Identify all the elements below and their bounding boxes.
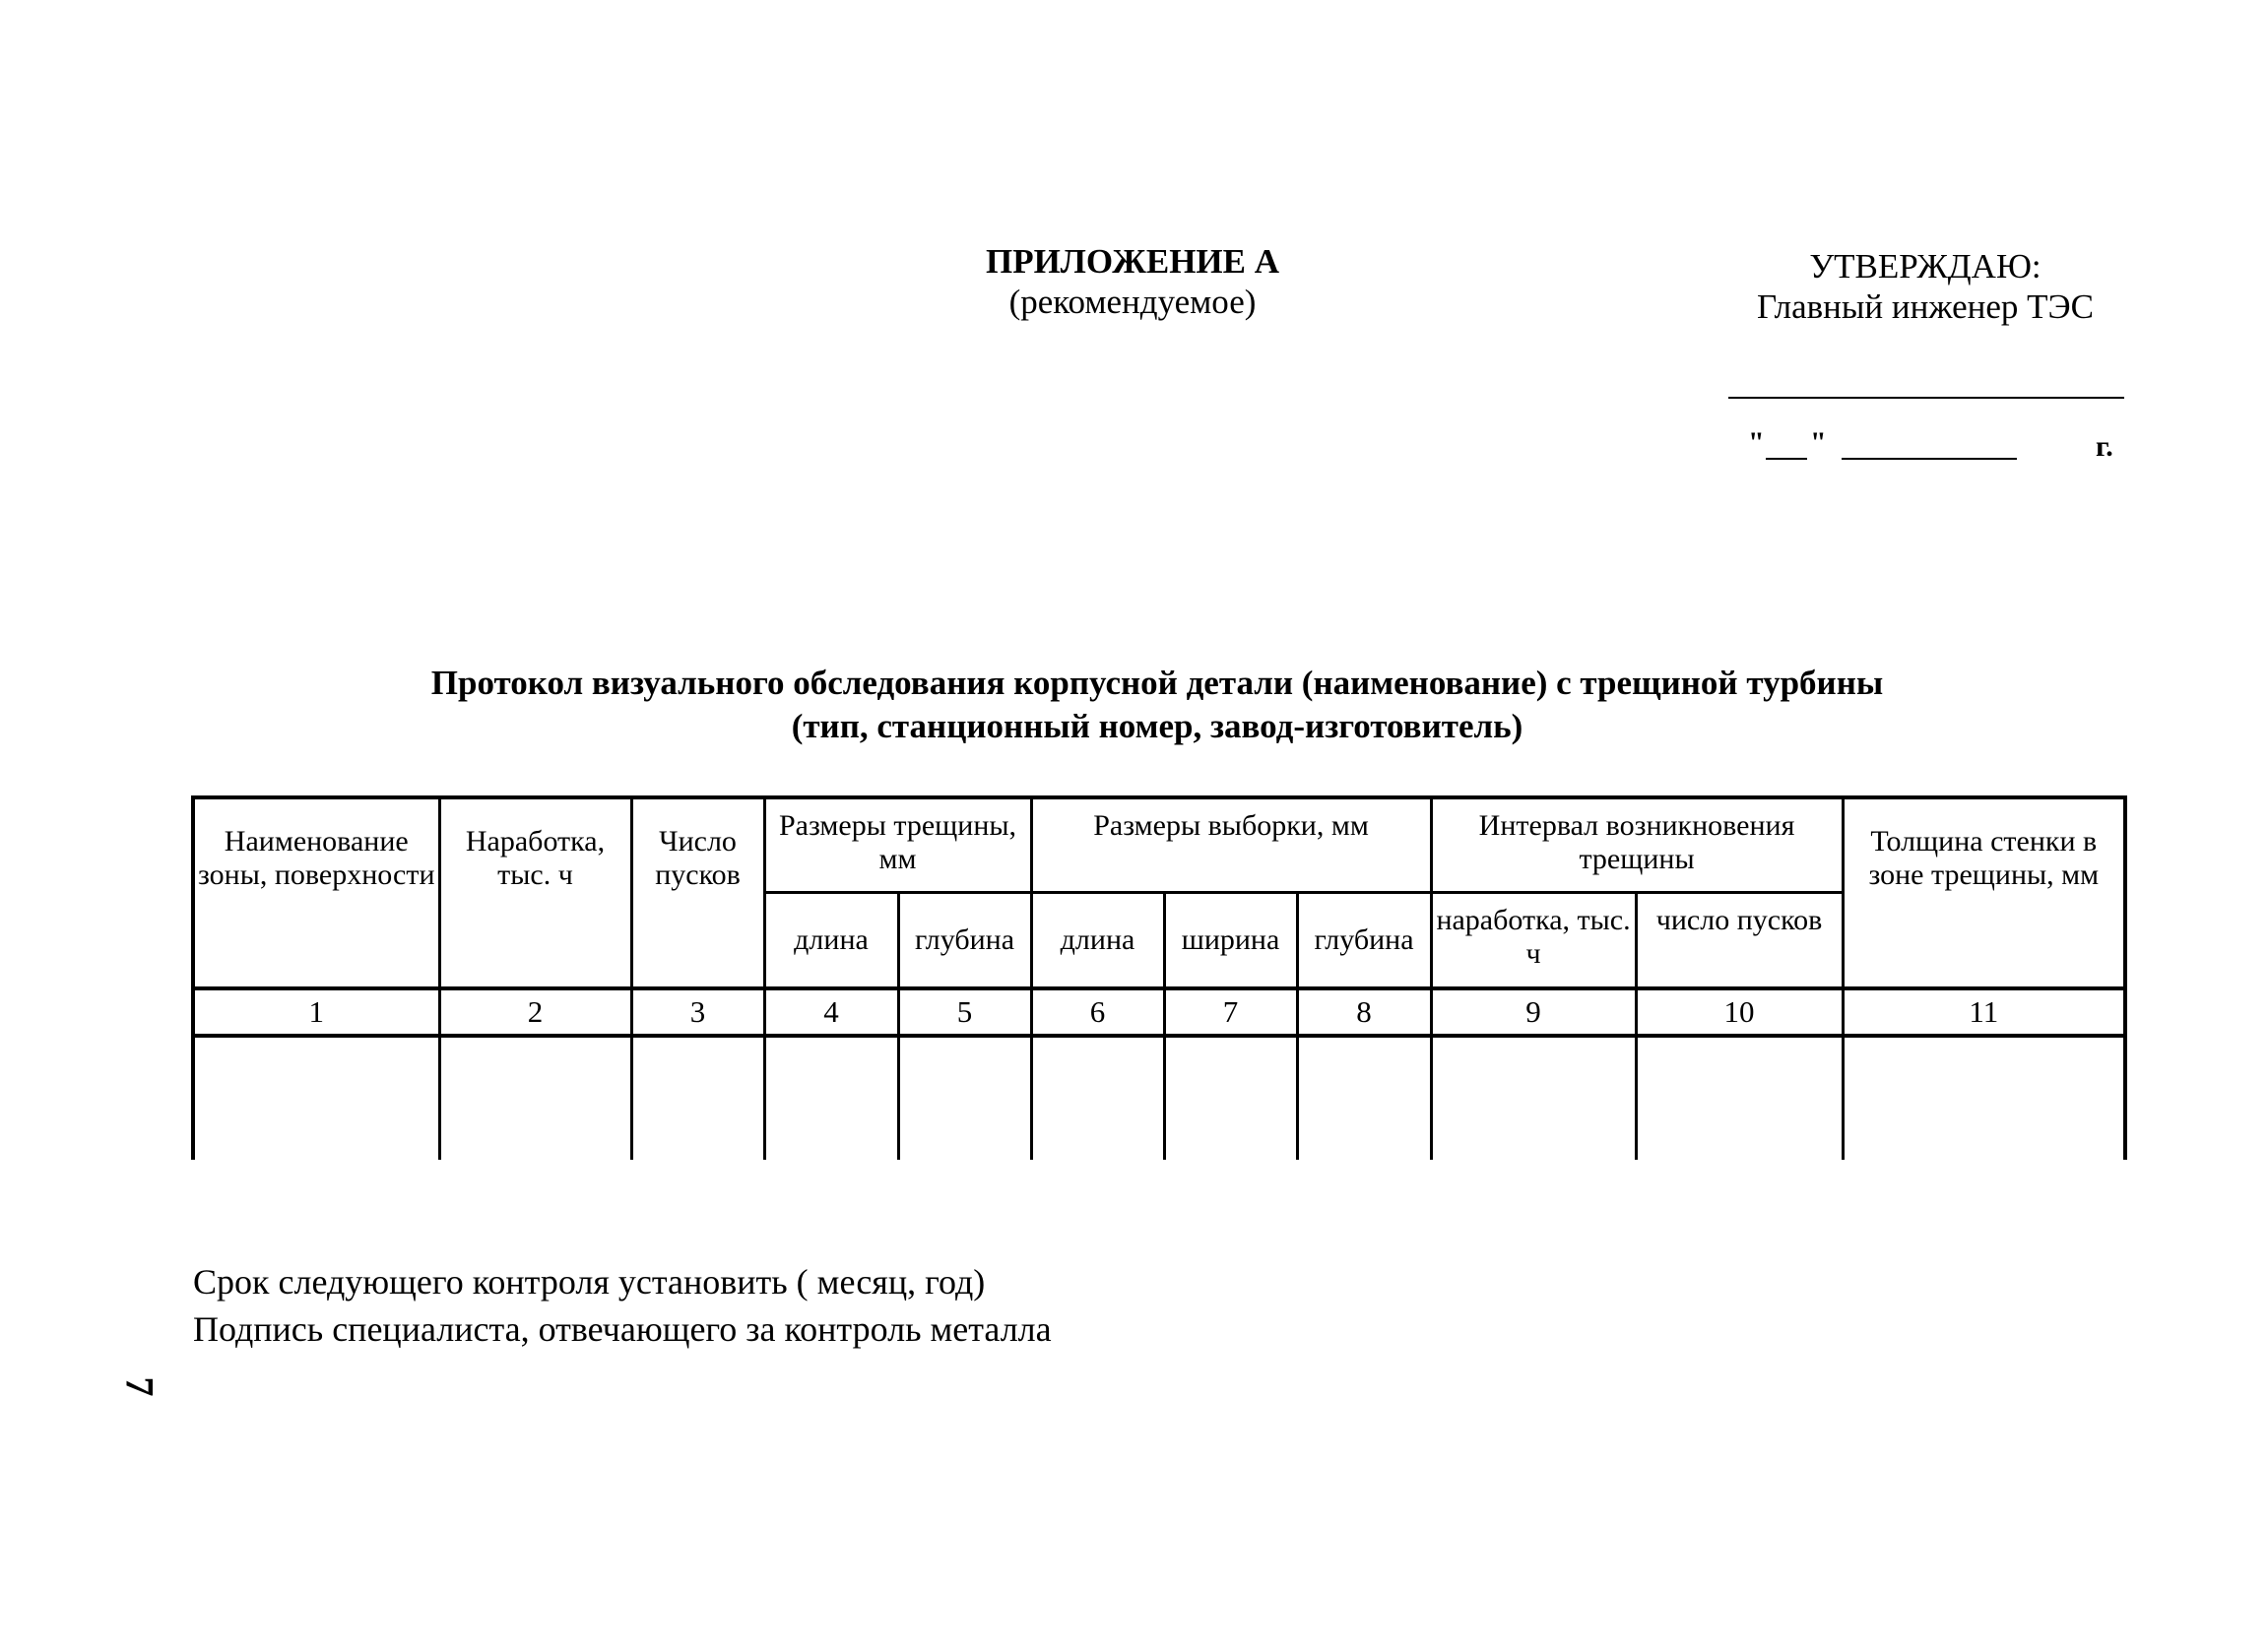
header-interval-operating: наработка, тыс. ч [1431, 892, 1636, 988]
table-cell [1164, 1036, 1297, 1160]
header-crack-size: Размеры трещины, мм [764, 797, 1031, 892]
table-cell [764, 1036, 898, 1160]
header-row-1 [193, 797, 2125, 892]
approval-date-row [1733, 426, 2127, 466]
column-number: 7 [1164, 988, 1297, 1036]
approval-block [1728, 246, 2122, 327]
signature-line [1728, 397, 2124, 399]
column-number: 11 [1843, 988, 2125, 1036]
header-sample-depth: глубина [1297, 892, 1431, 988]
appendix-heading [985, 241, 1280, 322]
day-blank-line [1766, 458, 1807, 460]
column-number: 1 [193, 988, 439, 1036]
table-cell [898, 1036, 1031, 1160]
date-quote-close: " [1810, 426, 1827, 459]
header-sample-length: длина [1031, 892, 1164, 988]
column-number-row [193, 988, 2125, 1036]
table-cell [631, 1036, 764, 1160]
protocol-title-line1: Протокол визуального обследования корпусной детали (наименование) с трещиной турбины [430, 664, 1884, 702]
column-number: 4 [764, 988, 898, 1036]
header-interval-starts: число пусков [1636, 892, 1843, 988]
column-number: 5 [898, 988, 1031, 1036]
appendix-title: ПРИЛОЖЕНИЕ А [985, 242, 1280, 281]
next-inspection-note: Срок следующего контроля установить ( месяц, год) [193, 1262, 986, 1302]
protocol-title-line2: (тип, станционный номер, завод-изготовитель) [791, 707, 1523, 745]
table-cell [1297, 1036, 1431, 1160]
table-cell [193, 1036, 439, 1160]
header-zone: Наименование зоны, поверхности [193, 797, 439, 988]
table-cell [439, 1036, 631, 1160]
header-sample-size: Размеры выборки, мм [1031, 797, 1431, 892]
column-number: 2 [439, 988, 631, 1036]
footer-notes [193, 1258, 1052, 1353]
column-number: 10 [1636, 988, 1843, 1036]
header-starts: Число пусков [631, 797, 764, 988]
column-number: 6 [1031, 988, 1164, 1036]
header-interval: Интервал возникновения трещины [1431, 797, 1843, 892]
header-operating-time: Наработка, тыс. ч [439, 797, 631, 988]
protocol-title [197, 662, 2117, 748]
date-quote-open: " [1748, 426, 1765, 459]
table-cell [1031, 1036, 1164, 1160]
column-number: 9 [1431, 988, 1636, 1036]
column-number: 3 [631, 988, 764, 1036]
table-cell [1636, 1036, 1843, 1160]
year-suffix: г. [2096, 430, 2113, 463]
approval-heading: УТВЕРЖДАЮ: [1809, 247, 2041, 286]
approval-position: Главный инженер ТЭС [1757, 287, 2094, 326]
header-crack-depth: глубина [898, 892, 1031, 988]
appendix-subtitle: (рекомендуемое) [1008, 283, 1257, 321]
specialist-signature-note: Подпись специалиста, отвечающего за контроль металла [193, 1309, 1052, 1349]
month-blank-line [1842, 458, 2017, 460]
header-crack-length: длина [764, 892, 898, 988]
table-cell [1843, 1036, 2125, 1160]
protocol-table [191, 795, 2127, 1160]
header-sample-width: ширина [1164, 892, 1297, 988]
header-wall-thickness: Толщина стенки в зоне трещины, мм [1843, 797, 2125, 988]
empty-data-row [193, 1036, 2125, 1160]
table-cell [1431, 1036, 1636, 1160]
page-number: 7 [117, 1376, 162, 1397]
column-number: 8 [1297, 988, 1431, 1036]
